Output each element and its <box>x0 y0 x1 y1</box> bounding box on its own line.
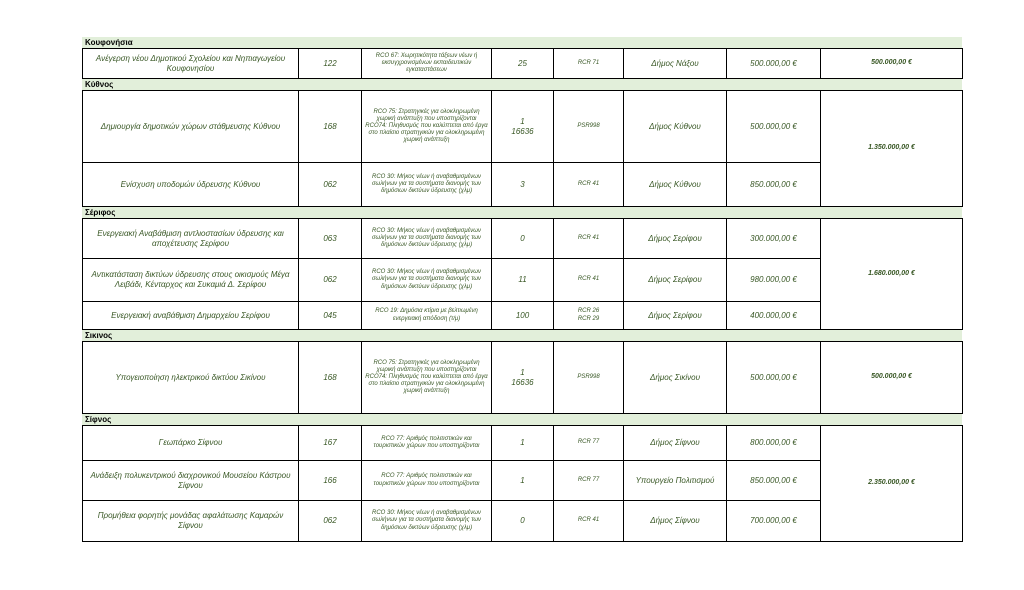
intervention-code: 062 <box>299 259 362 302</box>
intervention-code: 063 <box>299 219 362 259</box>
target-value: 11 <box>492 259 554 302</box>
result-indicator <box>554 302 624 330</box>
target-value-line: 1 <box>520 116 525 126</box>
project-title: Ενεργειακή αναβάθμιση Δημαρχείου Σερίφου <box>83 302 299 330</box>
result-indicator: RCR 41 <box>554 163 624 207</box>
project-title: Ενεργειακή Αναβάθμιση αντλιοστασίων ύδρευσης και αποχέτευσης Σερίφου <box>83 219 299 259</box>
target-value: 1 <box>492 461 554 501</box>
project-title: Ενίσχυση υποδομών ύδρευσης Κύθνου <box>83 163 299 207</box>
group-total: 500.000,00 € <box>821 342 963 414</box>
output-indicator: RCO 30: Μήκος νέων ή αναβαθμισμένων σωλήνων για τα συστήματα διανομής των δημόσιων δικτύων ύδρευσης (χλμ) <box>362 163 492 207</box>
target-value-line: 1 <box>520 367 525 377</box>
target-value-line: 16636 <box>511 126 534 136</box>
intervention-code: 062 <box>299 163 362 207</box>
beneficiary: Δήμος Σερίφου <box>624 302 727 330</box>
group-header-4: Σίφνος <box>82 414 962 425</box>
output-indicator: RCO 19: Δημόσια κτίρια με βελτιωμένη ενεργειακή απόδοση (τ/μ) <box>362 302 492 330</box>
beneficiary: Δήμος Σερίφου <box>624 219 727 259</box>
group-table-3 <box>82 341 963 414</box>
group-table-2 <box>82 218 963 330</box>
group-header-1: Κύθνος <box>82 79 962 90</box>
budget-amount: 500.000,00 € <box>727 91 821 163</box>
target-value: 0 <box>492 501 554 542</box>
budget-amount: 500.000,00 € <box>727 49 821 79</box>
budget-amount: 500.000,00 € <box>727 342 821 414</box>
target-value: 100 <box>492 302 554 330</box>
intervention-code: 122 <box>299 49 362 79</box>
result-indicator: RCR 41 <box>554 501 624 542</box>
project-row <box>83 426 963 461</box>
group-table-1 <box>82 90 963 207</box>
project-row <box>83 219 963 259</box>
beneficiary: Δήμος Σερίφου <box>624 259 727 302</box>
target-value-line: 16636 <box>511 377 534 387</box>
project-row <box>83 342 963 414</box>
output-indicator: RCO 30: Μήκος νέων ή αναβαθμισμένων σωλήνων για τα συστήματα διανομής των δημόσιων δικτύων ύδρευσης (χλμ) <box>362 219 492 259</box>
budget-amount: 980.000,00 € <box>727 259 821 302</box>
beneficiary: Δήμος Σίφνου <box>624 426 727 461</box>
intervention-code: 168 <box>299 91 362 163</box>
projects-sheet <box>82 37 962 542</box>
beneficiary: Δήμος Σικίνου <box>624 342 727 414</box>
output-indicator: RCO 75: Στρατηγικές για ολοκληρωμένη χωρική ανάπτυξη που υποστηρίζονται RCO74: Πληθυσμός που καλύπτεται από έργα στο πλαίσιο στρατηγικών για ολοκληρωμένη χωρική ανάπτυξη <box>362 91 492 163</box>
group-header-0: Κουφονήσια <box>82 37 962 48</box>
output-indicator: RCO 30: Μήκος νέων ή αναβαθμισμένων σωλήνων για τα συστήματα διανομής των δημόσιων δικτύων ύδρευσης (χλμ) <box>362 259 492 302</box>
output-indicator: RCO 30: Μήκος νέων ή αναβαθμισμένων σωλήνων για τα συστήματα διανομής των δημόσιων δικτύων ύδρευσης (χλμ) <box>362 501 492 542</box>
budget-amount: 400.000,00 € <box>727 302 821 330</box>
target-value: 0 <box>492 219 554 259</box>
project-title: Αντικατάσταση δικτύων ύδρευσης στους οικισμούς Μέγα Λειβάδι, Κένταρχος και Συκαμιά Δ. Σερίφου <box>83 259 299 302</box>
project-title: Ανάδειξη πολυκεντρικού διαχρονικού Μουσείου Κάστρου Σίφνου <box>83 461 299 501</box>
group-table-4 <box>82 425 963 542</box>
result-indicator: RCR 71 <box>554 49 624 79</box>
target-value: 1 <box>492 426 554 461</box>
budget-amount: 850.000,00 € <box>727 461 821 501</box>
target-value <box>492 342 554 414</box>
intervention-code: 168 <box>299 342 362 414</box>
project-row <box>83 91 963 163</box>
beneficiary: Δήμος Κύθνου <box>624 163 727 207</box>
intervention-code: 167 <box>299 426 362 461</box>
group-header-2: Σέριφος <box>82 207 962 218</box>
target-value: 25 <box>492 49 554 79</box>
result-indicator: RCR 77 <box>554 461 624 501</box>
result-indicator: RCR 41 <box>554 219 624 259</box>
output-indicator: RCO 75: Στρατηγικές για ολοκληρωμένη χωρική ανάπτυξη που υποστηρίζονται RCO74: Πληθυσμός που καλύπτεται από έργα στο πλαίσιο στρατηγικών για ολοκληρωμένη χωρική ανάπτυξη <box>362 342 492 414</box>
project-title: Γεωπάρκο Σίφνου <box>83 426 299 461</box>
budget-amount: 700.000,00 € <box>727 501 821 542</box>
target-value <box>492 91 554 163</box>
beneficiary: Υπουργείο Πολιτισμού <box>624 461 727 501</box>
result-indicator: RCR 41 <box>554 259 624 302</box>
intervention-code: 062 <box>299 501 362 542</box>
project-title: Υπογειοποίηση ηλεκτρικού δικτύου Σικίνου <box>83 342 299 414</box>
beneficiary: Δήμος Κύθνου <box>624 91 727 163</box>
beneficiary: Δήμος Σίφνου <box>624 501 727 542</box>
intervention-code: 166 <box>299 461 362 501</box>
group-total: 500.000,00 € <box>821 49 963 79</box>
project-row <box>83 49 963 79</box>
output-indicator: RCO 77: Αριθμός πολιτιστικών και τουριστικών χώρων που υποστηρίζονται <box>362 426 492 461</box>
output-indicator: RCO 67: Χωρητικότητα τάξεων νέων ή εκσυγχρονισμένων εκπαιδευτικών εγκαταστάσεων <box>362 49 492 79</box>
target-value: 3 <box>492 163 554 207</box>
project-title: Δημιουργία δημοτικών χώρων στάθμευσης Κύθνου <box>83 91 299 163</box>
result-indicator: PSR998 <box>554 342 624 414</box>
intervention-code: 045 <box>299 302 362 330</box>
result-indicator: PSR998 <box>554 91 624 163</box>
group-total: 1.350.000,00 € <box>821 91 963 207</box>
budget-amount: 300.000,00 € <box>727 219 821 259</box>
group-total: 1.680.000,00 € <box>821 219 963 330</box>
result-indicator-line: RCR 26 <box>577 308 600 315</box>
group-header-3: Σικινος <box>82 330 962 341</box>
project-title: Ανέγερση νέου Δημοτικού Σχολείου και Νηπιαγωγείου Κουφονησίου <box>83 49 299 79</box>
budget-amount: 800.000,00 € <box>727 426 821 461</box>
group-table-0 <box>82 48 963 79</box>
group-total: 2.350.000,00 € <box>821 426 963 542</box>
result-indicator: RCR 77 <box>554 426 624 461</box>
project-title: Προμήθεια φορητής μονάδας αφαλάτωσης Καμαρών Σίφνου <box>83 501 299 542</box>
output-indicator: RCO 77: Αριθμός πολιτιστικών και τουριστικών χώρων που υποστηρίζονται <box>362 461 492 501</box>
budget-amount: 850.000,00 € <box>727 163 821 207</box>
result-indicator-line: RCR 29 <box>577 315 600 322</box>
beneficiary: Δήμος Νάξου <box>624 49 727 79</box>
